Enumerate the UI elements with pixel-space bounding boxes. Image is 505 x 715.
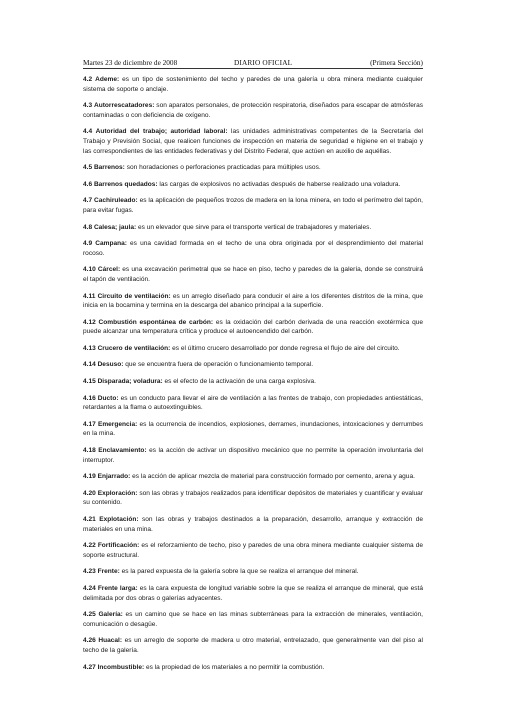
definition-number: 4.19 <box>83 473 96 481</box>
definition-text: es el efecto de la activación de una carga explosiva. <box>162 378 316 386</box>
definition-text: es la oxidación del carbón derivada de una reacción exotérmica que puede alcanzar una temperatura crítica y produce el autoencendido del carbón. <box>83 318 423 336</box>
definition-paragraph <box>83 196 423 215</box>
definition-number: 4.18 <box>83 447 96 455</box>
definition-term: Fortificación: <box>97 542 140 550</box>
page-header <box>83 58 423 68</box>
definition-paragraph <box>83 265 423 284</box>
definition-number: 4.6 <box>83 180 93 188</box>
definition-number: 4.9 <box>83 240 93 248</box>
definition-text: son horadaciones o perforaciones practicadas para múltiples usos. <box>124 164 321 172</box>
definition-term: Cachiruleado: <box>94 197 138 205</box>
definition-term: Campana: <box>95 240 127 248</box>
definition-paragraph <box>83 472 423 482</box>
definition-number: 4.12 <box>83 318 96 326</box>
definition-text: es la cara expuesta de longitud variable sobre la que se realiza el arranque de mineral, que está delimitada por dos obras o galerías adyacentes. <box>83 584 423 602</box>
definition-term: Cárcel: <box>97 266 121 274</box>
definition-text: es un arreglo de soporte de madera u otro material, entrelazado, que generalmente van del piso al techo de la galería. <box>83 637 424 654</box>
definition-paragraph <box>83 344 423 354</box>
definition-paragraph <box>83 567 423 577</box>
definition-text: son las obras y trabajos realizados para identificar depósitos de materiales y cuantificar y evaluar su contenido. <box>83 489 423 507</box>
definition-text: son las obras y trabajos destinados a la preparación, desarrollo, arranque y extracción de materiales en una mina. <box>83 516 423 533</box>
definition-term: Explotación: <box>99 516 139 523</box>
definition-paragraph <box>83 394 423 413</box>
definitions-list <box>83 75 423 679</box>
definition-term: Autorrescatadores: <box>94 102 155 110</box>
definition-paragraph <box>83 515 423 534</box>
definition-number: 4.23 <box>83 568 96 576</box>
definition-number: 4.11 <box>83 292 96 300</box>
definition-number: 4.27 <box>83 663 96 671</box>
definition-paragraph <box>83 446 423 465</box>
definition-term: Barrenos quedados: <box>93 180 158 188</box>
definition-term: Desuso: <box>97 361 124 369</box>
definition-text: es la pared expuesta de la galería sobre la que se realiza el arranque del mineral. <box>119 568 359 576</box>
definition-paragraph <box>83 163 423 173</box>
definition-paragraph <box>83 377 423 387</box>
definition-paragraph <box>83 420 423 439</box>
definition-text: es un tipo de sostenimiento del techo y paredes de una galería u obra minera mediante cualquier sistema de soporte o anclaje. <box>83 76 423 93</box>
definition-term: Calesa; jaula: <box>93 223 137 231</box>
definition-text: es un elevador que sirve para el transporte vertical de trabajadores y materiales. <box>136 223 372 231</box>
definition-number: 4.8 <box>83 223 93 231</box>
definition-text: las unidades administrativas competentes de la Secretaría del Trabajo y Previsión Social, que realicen funciones de inspección en materia de seguridad e higiene en el trabajo y las correspondientes de las entidades federativas y del Distrito Federal, que actúen en auxilio de aquéllas. <box>83 128 423 155</box>
definition-text: es el último crucero desarrollado por donde regresa el flujo de aire del circuito. <box>170 344 400 352</box>
definition-term: Enclavamiento: <box>98 447 147 455</box>
definition-text: es la acción de activar un dispositivo mecánico que no permite la operación involuntaria del interruptor. <box>83 447 423 464</box>
definition-text: es la propiedad de los materiales a no permitir la combustión. <box>144 663 325 671</box>
definition-text: que se encuentra fuera de operación o funcionamiento temporal. <box>123 361 314 369</box>
definition-term: Disparada; voladura: <box>97 378 163 386</box>
definition-number: 4.17 <box>83 420 96 428</box>
definition-paragraph <box>83 318 423 337</box>
definition-number: 4.2 <box>83 76 93 83</box>
definition-text: son aparatos personales, de protección respiratoria, diseñados para escapar de atmósferas contaminadas o con deficiencia de oxígeno. <box>83 102 423 119</box>
definition-text: es una cavidad formada en el techo de una obra originada por el desprendimiento del material rocoso. <box>83 240 423 257</box>
definition-text: es un conducto para llevar el aire de ventilación a las frentes de trabajo, con propiedades antiestáticas, retardantes a la flama o autoextinguibles. <box>83 394 423 412</box>
definition-number: 4.20 <box>83 489 96 497</box>
definition-number: 4.15 <box>83 378 96 386</box>
definition-paragraph <box>83 292 423 311</box>
definition-text: es un arreglo diseñado para conducir el aire a los diferentes distritos de la mina, que inicia en la bocamina y termina en la descarga del abanico principal a la superficie. <box>83 292 423 310</box>
definition-number: 4.24 <box>83 584 96 592</box>
definition-term: Ademe: <box>95 76 120 83</box>
definition-paragraph <box>83 584 423 603</box>
definition-text: es la acción de aplicar mezcla de material para construcción formado por cemento, arena y agua. <box>130 473 415 481</box>
definition-number: 4.5 <box>83 164 93 172</box>
definition-paragraph <box>83 663 423 673</box>
definition-term: Circuito de ventilación: <box>97 292 171 300</box>
definition-number: 4.4 <box>83 128 93 136</box>
definition-number: 4.25 <box>83 611 96 619</box>
definition-term: Galería: <box>98 611 123 619</box>
definition-paragraph <box>83 636 423 655</box>
definition-text: es la aplicación de pequeños trozos de madera en la lona minera, en todo el perímetro del tapón, para evitar fugas. <box>83 197 423 214</box>
definition-number: 4.13 <box>83 344 96 352</box>
definition-term: Crucero de ventilación: <box>97 344 171 352</box>
definition-term: Frente: <box>97 568 120 576</box>
definition-text: es un camino que se hace en las minas subterráneas para la extracción de minerales, ventilación, comunicación o desagüe. <box>83 611 423 628</box>
definition-paragraph <box>83 101 423 120</box>
definition-text: es el reforzamiento de techo, piso y paredes de una obra minera mediante cualquier sistema de soporte estructural. <box>83 542 423 559</box>
definition-paragraph <box>83 127 423 156</box>
definition-term: Enjarrado: <box>97 473 131 481</box>
definition-paragraph <box>83 239 423 258</box>
definition-term: Exploración: <box>97 489 138 497</box>
definition-text: es la ocurrencia de incendios, explosiones, derrames, inundaciones, intoxicaciones y derrumbes en la mina. <box>83 420 423 438</box>
definition-term: Emergencia: <box>97 420 138 428</box>
definition-paragraph <box>83 223 423 233</box>
definition-term: Barrenos: <box>93 164 125 172</box>
definition-number: 4.10 <box>83 266 96 274</box>
definition-paragraph <box>83 541 423 560</box>
header-date: Martes 23 de diciembre de 2008 <box>83 58 178 67</box>
definition-term: Incombustible: <box>97 663 145 671</box>
definition-paragraph <box>83 180 423 190</box>
definition-term: Frente larga: <box>97 584 138 592</box>
definition-number: 4.26 <box>83 637 96 645</box>
definition-number: 4.16 <box>83 394 96 402</box>
definition-number: 4.22 <box>83 542 96 550</box>
definition-paragraph <box>83 75 423 94</box>
header-section: (Primera Sección) <box>370 58 423 67</box>
definition-paragraph <box>83 610 423 629</box>
header-publication: DIARIO OFICIAL <box>234 58 293 67</box>
definition-number: 4.7 <box>83 197 93 205</box>
definition-paragraph <box>83 360 423 370</box>
definition-text: las cargas de explosivos no activadas después de haberse realizado una voladura. <box>157 180 401 188</box>
definition-term: Huacal: <box>98 637 123 645</box>
definition-number: 4.21 <box>83 516 96 523</box>
definition-term: Combustión espontánea de carbón: <box>98 318 214 326</box>
header-rule <box>83 68 423 69</box>
definition-term: Autoridad del trabajo; autoridad laboral: <box>95 128 228 136</box>
definition-number: 4.3 <box>83 102 93 110</box>
definition-text: es una excavación perimetral que se hace en piso, techo y paredes de la galería, donde se construirá el tapón de ventilación. <box>83 266 423 283</box>
definition-term: Ducto: <box>97 394 119 402</box>
definition-paragraph <box>83 489 423 508</box>
definition-number: 4.14 <box>83 361 96 369</box>
